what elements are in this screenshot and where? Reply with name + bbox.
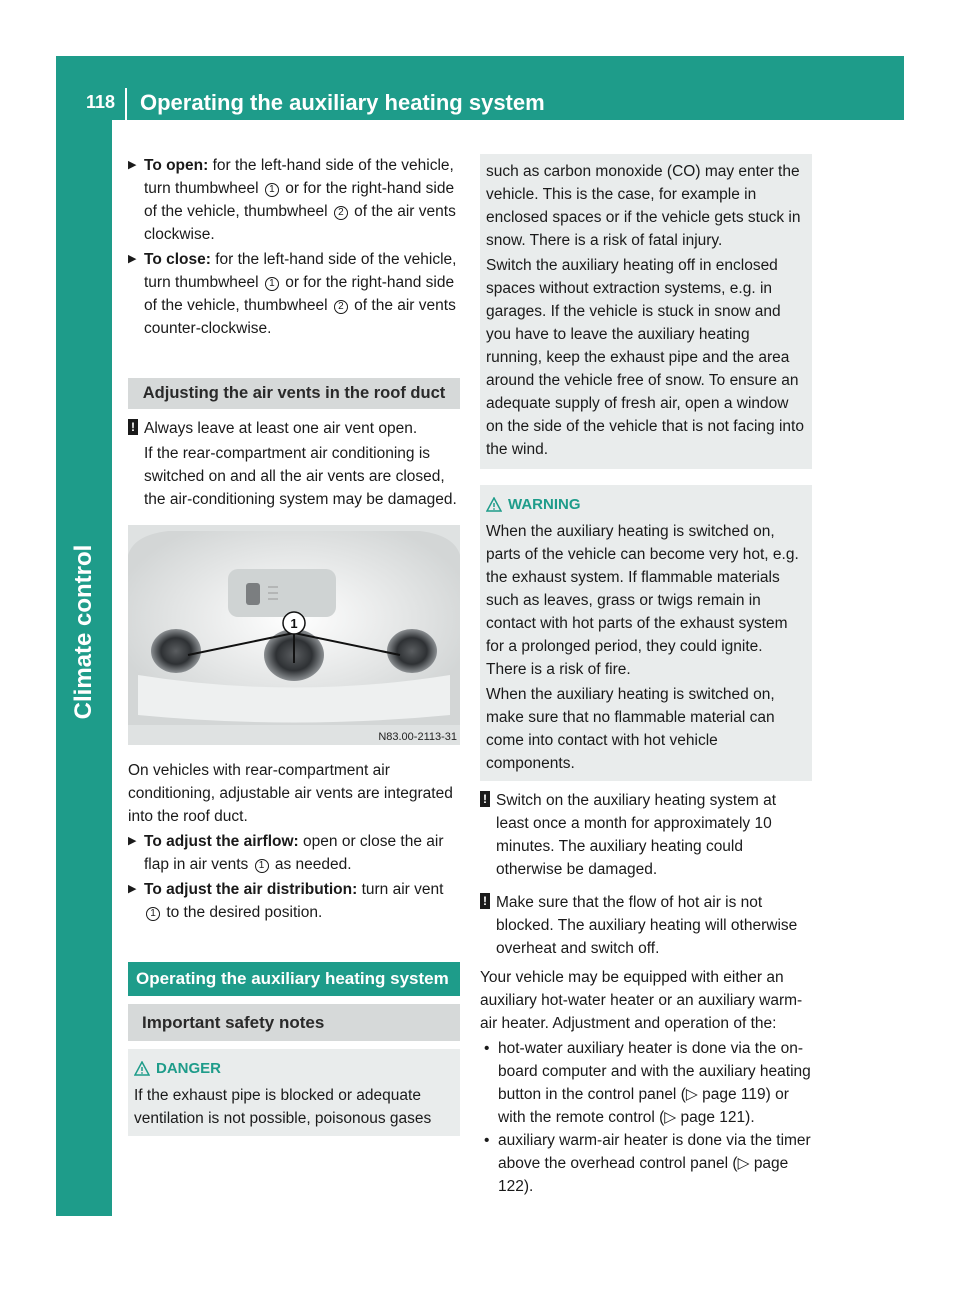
page-ref-arrow-icon: ▷	[664, 1109, 677, 1126]
warning-box	[480, 485, 812, 781]
step-text: to the desired position.	[166, 904, 323, 921]
warning-text: When the auxiliary heating is switched on, make sure that no flammable material can come into contact with hot vehicle components.	[486, 686, 775, 772]
roof-duct-illustration	[128, 525, 460, 745]
bullet-icon: •	[484, 1040, 490, 1057]
page-reference-link[interactable]: page 122).	[498, 1155, 789, 1195]
warning-triangle-icon	[486, 497, 502, 513]
step-label: To close:	[144, 251, 211, 268]
subsection-heading: Important safety notes	[128, 1004, 460, 1041]
chapter-title: Climate control	[70, 544, 97, 720]
page-number: 118	[86, 92, 116, 112]
roof-duct-figure	[128, 525, 460, 745]
step-label: To adjust the airflow:	[144, 833, 299, 850]
notice-text: Switch on the auxiliary heating system at least once a month for approximately 10 minutes. The auxiliary heating could otherwise be damaged.	[496, 792, 776, 878]
step-arrow-icon: ▶	[128, 883, 137, 895]
step-text: as needed.	[274, 856, 352, 873]
step-text: open or close the air flap in air vents	[144, 833, 444, 873]
danger-label: DANGER	[156, 1060, 222, 1077]
page-reference-link[interactable]: page 119) or with the remote control	[498, 1086, 789, 1126]
danger-text: Switch the auxiliary heating off in enclosed spaces without extraction systems, e.g. in garages. If the vehicle is stuck in snow and you have to leave the auxiliary heating running, keep the exhaust pipe and the area around the vehicle free of snow. To ensure an adequate supply of fresh air, open a window on the side of the vehicle that is not facing into the wind.	[486, 257, 804, 458]
step-label: To adjust the air distribution:	[144, 881, 358, 898]
step-distribution	[128, 878, 460, 924]
page-reference-link[interactable]: page 121).	[680, 1109, 755, 1126]
reference-open: (	[680, 1086, 686, 1103]
callout-1-icon: 1	[255, 859, 269, 873]
reference-open: (	[659, 1109, 665, 1126]
callout-1-icon: 1	[146, 907, 160, 921]
paragraph: On vehicles with rear-compartment air conditioning, adjustable air vents are integrated into the roof duct.	[128, 762, 453, 825]
exclamation-icon: !	[480, 893, 490, 909]
left-column	[128, 154, 460, 1136]
figure-callout-label: 1	[290, 616, 298, 631]
list-item-text: hot-water auxiliary heater is done via the on-board computer and with the auxiliary heating button in the control panel	[498, 1040, 811, 1103]
notice-text: Make sure that the flow of hot air is not blocked. The auxiliary heating will otherwise overheat and switch off.	[496, 894, 798, 957]
warning-triangle-icon	[134, 1061, 150, 1077]
list-item	[480, 1037, 812, 1129]
callout-1-icon: 1	[265, 183, 279, 197]
callout-1-icon: 1	[265, 277, 279, 291]
callout-2-icon: 2	[334, 206, 348, 220]
exclamation-icon: !	[128, 419, 138, 435]
page-ref-arrow-icon: ▷	[685, 1086, 698, 1103]
step-arrow-icon: ▶	[128, 253, 137, 265]
page-title: Operating the auxiliary heating system	[140, 90, 545, 115]
danger-text: such as carbon monoxide (CO) may enter the vehicle. This is the case, for example in enclosed spaces or if the vehicle gets stuck in snow. There is a risk of fatal injury.	[486, 163, 801, 249]
page-ref-arrow-icon: ▷	[737, 1155, 750, 1172]
step-label: To open:	[144, 157, 209, 174]
step-text: of the air vents counter-clockwise.	[144, 297, 456, 337]
warning-header	[486, 493, 806, 516]
warning-label: WARNING	[508, 496, 581, 513]
danger-box-continued	[480, 154, 812, 469]
section-heading-teal: Operating the auxiliary heating system	[128, 962, 460, 996]
list-item-text: auxiliary warm-air heater is done via the timer above the overhead control panel	[498, 1132, 811, 1172]
step-close	[128, 248, 460, 340]
step-text: or for the right-hand side of the vehicle, thumbwheel	[144, 274, 455, 314]
paragraph: Your vehicle may be equipped with either an auxiliary hot-water heater or an auxiliary warm-air heater. Adjustment and operation of the:	[480, 969, 803, 1032]
step-arrow-icon: ▶	[128, 159, 137, 171]
notice	[128, 417, 460, 511]
warning-text: When the auxiliary heating is switched on, parts of the vehicle can become very hot, e.g. the exhaust system. If flammable materials such as leaves, grass or twigs remain in contact with hot parts of the exhaust system for a prolonged period, they could ignite. There is a risk of fire.	[486, 523, 799, 678]
step-text: or for the right-hand side of the vehicle, thumbwheel	[144, 180, 455, 220]
exclamation-icon: !	[480, 791, 490, 807]
danger-text: If the exhaust pipe is blocked or adequate ventilation is not possible, poisonous gases	[134, 1087, 432, 1127]
list-item	[480, 1129, 812, 1198]
step-text: turn air vent	[361, 881, 444, 898]
step-arrow-icon: ▶	[128, 835, 137, 847]
danger-header	[134, 1057, 454, 1080]
notice	[480, 789, 812, 881]
bullet-icon: •	[484, 1132, 490, 1149]
section-heading: Adjusting the air vents in the roof duct	[128, 378, 460, 409]
right-column	[480, 154, 812, 1198]
notice-text: Always leave at least one air vent open.	[144, 420, 418, 437]
step-text: for the left-hand side of the vehicle, turn thumbwheel	[144, 251, 457, 291]
step-text: for the left-hand side of the vehicle, turn thumbwheel	[144, 157, 454, 197]
callout-2-icon: 2	[334, 300, 348, 314]
danger-box	[128, 1049, 460, 1136]
figure-code: N83.00-2113-31	[378, 731, 457, 743]
notice-text: If the rear-compartment air conditioning is switched on and all the air vents are closed, the air-conditioning system may be damaged.	[144, 445, 457, 508]
step-airflow	[128, 830, 460, 876]
step-text: of the air vents clockwise.	[144, 203, 456, 243]
header-divider	[125, 88, 127, 120]
notice	[480, 891, 812, 960]
step-open	[128, 154, 460, 246]
reference-open: (	[732, 1155, 738, 1172]
